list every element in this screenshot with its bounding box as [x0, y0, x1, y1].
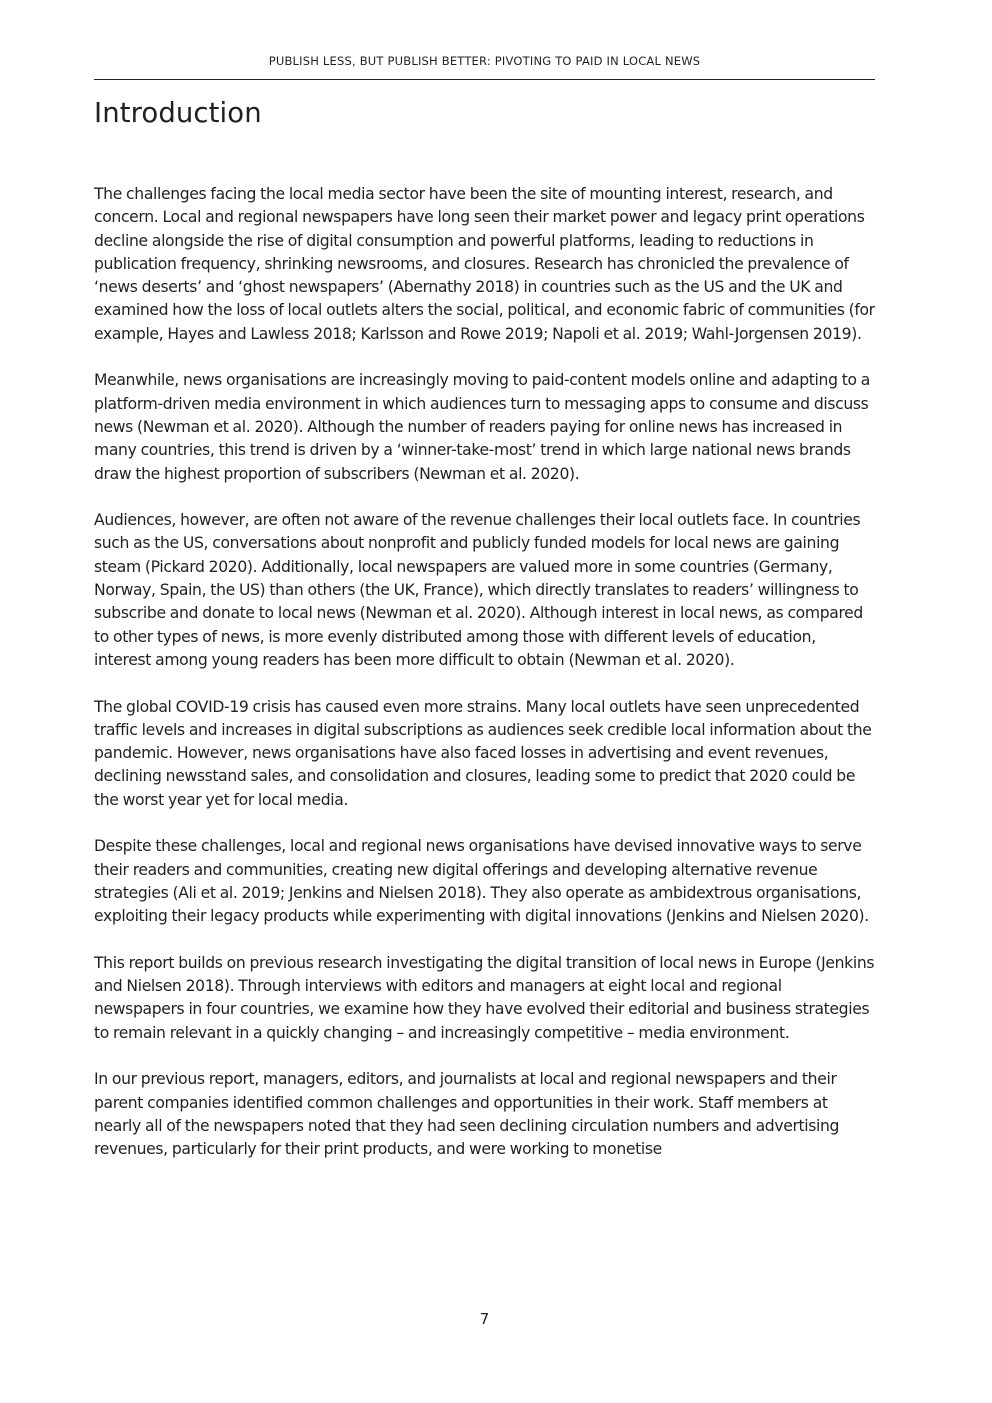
body-text — [94, 183, 875, 1185]
header-divider — [94, 79, 875, 80]
paragraph-4: The global COVID-19 crisis has caused even more strains. Many local outlets have seen unprecedented traffic levels and increases in digital subscriptions as audiences seek credible local information about the pandemic. However, news organisations have also faced losses in advertising and event revenues, declining newsstand sales, and consolidation and closures, leading some to predict that 2020 could be the worst year yet for local media. — [94, 697, 872, 809]
paragraph-7: In our previous report, managers, editors, and journalists at local and regional newspapers and their parent companies identified common challenges and opportunities in their work. Staff members at nearly all of the newspapers noted that they had seen declining circulation numbers and advertising revenues, particularly for their print products, and were working to monetise — [94, 1070, 840, 1159]
page-number: 7 — [479, 1310, 490, 1328]
running-header: PUBLISH LESS, BUT PUBLISH BETTER: PIVOTING TO PAID IN LOCAL NEWS — [268, 54, 701, 68]
paragraph-6: This report builds on previous research investigating the digital transition of local news in Europe (Jenkins and Nielsen 2018). Through interviews with editors and managers at eight local and regional newspapers in four countries, we examine how they have evolved their editorial and business strategies to remain relevant in a quickly changing – and increasingly competitive – media environment. — [94, 953, 875, 1042]
paragraph-2: Meanwhile, news organisations are increasingly moving to paid-content models online and adapting to a platform-driven media environment in which audiences turn to messaging apps to consume and discuss news (Newman et al. 2020). Although the number of readers paying for online news has increased in many countries, this trend is driven by a ‘winner-take-most’ trend in which large national news brands draw the highest proportion of subscribers (Newman et al. 2020). — [94, 371, 871, 483]
paragraph-1: The challenges facing the local media sector have been the site of mounting interest, research, and concern. Local and regional newspapers have long seen their market power and legacy print operations decline alongside the rise of digital consumption and powerful platforms, leading to reductions in publication frequency, shrinking newsrooms, and closures. Research has chronicled the prevalence of ‘news deserts’ and ‘ghost newspapers’ (Abernathy 2018) in countries such as the US and the UK and examined how the loss of local outlets alters the social, political, and economic fabric of communities (for example, Hayes and Lawless 2018; Karlsson and Rowe 2019; Napoli et al. 2019; Wahl-Jorgensen 2019). — [94, 185, 875, 343]
paragraph-3: Audiences, however, are often not aware of the revenue challenges their local outlets face. In countries such as the US, conversations about nonprofit and publicly funded models for local news are gaining steam (Pickard 2020). Additionally, local newspapers are valued more in some countries (Germany, Norway, Spain, the US) than others (the UK, France), which directly translates to readers’ willingness to subscribe and donate to local news (Newman et al. 2020). Although interest in local news, as compared to other types of news, is more evenly distributed among those with different levels of education, interest among young readers has been more difficult to obtain (Newman et al. 2020). — [94, 511, 863, 669]
paragraph-5: Despite these challenges, local and regional news organisations have devised innovative ways to serve their readers and communities, creating new digital offerings and developing alternative revenue strategies (Ali et al. 2019; Jenkins and Nielsen 2018). They also operate as ambidextrous organisations, exploiting their legacy products while experimenting with digital innovations (Jenkins and Nielsen 2020). — [94, 837, 869, 926]
section-title: Introduction — [94, 97, 262, 129]
